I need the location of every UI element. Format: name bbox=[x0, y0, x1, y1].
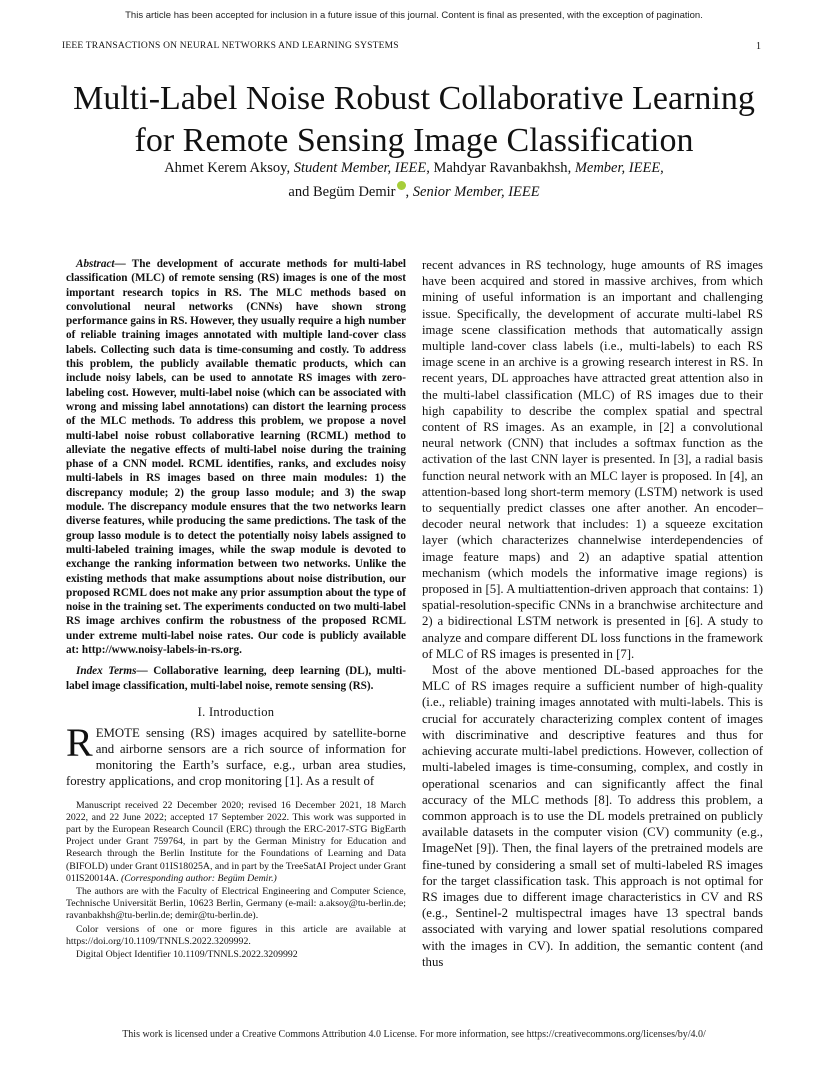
title-line-2: for Remote Sensing Image Classification bbox=[134, 122, 694, 159]
acceptance-notice: This article has been accepted for inclusion in a future issue of this journal. Content is final as presented, with the exception of pagination. bbox=[125, 10, 703, 21]
author-3-name: and Begüm Demir bbox=[288, 184, 396, 200]
footnote-affiliation: The authors are with the Faculty of Electrical Engineering and Computer Science, Technische Universität Berlin, 10623 Berlin, Germany (e-mail: a.aksoy@tu-berlin.de; ravanbakhsh@tu-berlin.de; demir@tu-berlin.de). bbox=[66, 886, 406, 922]
abstract-text: — The development of accurate methods for multi-label classification (MLC) of remote sensing (RS) images is one of the most important research topics in RS. The MLC methods based on convolutional neural networks (CNNs) have shown strong performance gains in RS. However, they usually require a high number of reliable training images annotated with multiple land-cover class labels. Collecting such data is time-consuming and costly. To address this problem, the publicly available thematic products, which can include noisy labels, can be used to annotate RS images with zero-labeling cost. However, multi-label noise (which can be associated with wrong and missing label annotations) can distort the learning process of the MLC methods. To address this problem, we propose a novel multi-label noise robust collaborative learning (RCML) method to alleviate the negative effects of multi-label noise during the training phase of a CNN model. RCML identifies, ranks, and excludes noisy multi-labels in RS images based on three main modules: 1) the discrepancy module; 2) the group lasso module; and 3) the swap module. The discrepancy module ensures that the two networks learn diverse features, while producing the same predictions. The task of the group lasso module is to detect the potentially noisy labels assigned to multi-labeled training images, while the swap module is devoted to exchange the ranking information between two networks. Unlike the existing methods that make assumptions about noise distribution, our proposed RCML does not make any prior assumption about the type of noise in the training set. The experiments conducted on two multi-label RS image archives confirm the robustness of the proposed RCML under extreme multi-label noise rates. Our code is publicly available at: http://www.noisy-labels-in-rs.org. bbox=[66, 258, 406, 657]
author-2-name: Mahdyar Ravanbakhsh bbox=[433, 160, 568, 176]
running-head: IEEE TRANSACTIONS ON NEURAL NETWORKS AND LEARNING SYSTEMS bbox=[62, 41, 399, 51]
drop-cap: R bbox=[66, 719, 93, 765]
intro-paragraph bbox=[66, 719, 406, 790]
right-column bbox=[422, 257, 763, 970]
author-1-name: Ahmet Kerem Aksoy bbox=[164, 160, 287, 176]
page-number: 1 bbox=[756, 41, 761, 52]
index-terms-label: Index Terms bbox=[76, 665, 137, 678]
footnote-color-versions: Color versions of one or more figures in this article are available at https://doi.org/10.1109/TNNLS.2022.3209992. bbox=[66, 923, 406, 947]
index-terms bbox=[66, 664, 406, 693]
intro-text: EMOTE sensing (RS) images acquired by satellite-borne and airborne sensors are a rich source of information for monitoring the Earth’s surface, e.g., urban area studies, forestry applications, and crop monitoring [1]. As a result of bbox=[66, 725, 406, 789]
abstract bbox=[66, 257, 406, 657]
left-column bbox=[66, 257, 406, 962]
author-3-role: Senior Member, IEEE bbox=[412, 184, 540, 200]
abstract-label: Abstract bbox=[76, 258, 115, 270]
title-line-1: Multi-Label Noise Robust Collaborative Learning bbox=[73, 80, 755, 117]
author-2-role: Member, IEEE bbox=[574, 160, 661, 176]
author-1-role: Student Member, IEEE bbox=[293, 160, 427, 176]
author-line-2: and Begüm Demir , Senior Member, IEEE bbox=[0, 180, 828, 204]
body-paragraph-1: recent advances in RS technology, huge amounts of RS images have been acquired and stored in massive archives, from which mining of useful information is an important and challenging issue. Specifically, the development of accurate multi-label RS image scene classification methods that automatically assign multiple land-cover class labels (i.e., multi-labels) to each RS image scene in an archive is a growing research interest in RS. In recent years, DL approaches have attracted great attention also in the multi-label classification (MLC) of RS images due to their high capability to describe the complex spatial and spectral content of RS images. As an example, in [2] a convolutional neural network (CNN) that includes a softmax function as the activation of the last CNN layer is presented. In [3], a radial basis function neural network with an MLC layer is proposed. In [4], an attention-based long short-term memory (LSTM) network is used to sequentially predict classes one after another. An encoder–decoder neural network that includes: 1) a squeeze excitation layer (which characterizes channelwise interdependencies of image feature maps) and 2) an adaptive spatial attention mechanism (which models the informative image regions) is proposed in [5]. A multiattention-driven approach that contains: 1) spatial-resolution-specific CNNs in a branchwise architecture and 2) a bidirectional LSTM network is presented in [6]. A study to analyze and compare different DL loss functions in the framework of MLC of RS images is presented in [7]. bbox=[422, 258, 763, 661]
footnotes bbox=[66, 800, 406, 962]
author-block bbox=[0, 156, 828, 204]
footnote-doi: Digital Object Identifier 10.1109/TNNLS.2022.3209992 bbox=[76, 949, 298, 961]
author-line-1: Ahmet Kerem Aksoy, Student Member, IEEE, Mahdyar Ravanbakhsh, Member, IEEE, bbox=[164, 160, 664, 176]
corresponding-author: (Corresponding author: Begüm Demir.) bbox=[120, 872, 277, 884]
footnote-manuscript: Manuscript received 22 December 2020; revised 16 December 2021, 18 March 2022, and 22 June 2022; accepted 17 September 2022. This work was supported in part by the European Research Council (ERC) through the ERC-2017-STG BigEarth Project under Grant 759764, in part by the German Ministry for Education and Research through the Berlin Institute for the Foundations of Learning and Data (BIFOLD) under Grant 01IS18025A, and in part by the TreeSatAI Project under Grant 01IS20014A. (Corresponding author: Begüm Demir.) bbox=[66, 799, 406, 884]
orcid-icon[interactable] bbox=[397, 181, 406, 190]
section-heading-introduction: I. Introduction bbox=[197, 704, 275, 719]
body-paragraph-2: Most of the above mentioned DL-based approaches for the MLC of RS images require a sufficient number of high-quality (i.e., reliable) training images annotated with multi-labels. This is crucial for accurately characterizing complex content of images with discriminative and descriptive features and thus for achieving accurate multi-label predictions. However, collection of multi-labeled images is time-consuming, complex, and costly in operational scenarios and can significantly affect the final accuracy of the MLC methods [8]. To address this problem, a common approach is to use the DL models pretrained on publicly available datasets in the computer vision (CV) community (e.g., ImageNet [9]). Then, the final layers of the pretrained models are fine-tuned by considering a small set of multi-labeled RS images for the target classification task. This approach is not optimal for RS images due to different image characteristics in CV and RS (e.g., Sentinel-2 multispectral images have 13 spectral bands associated with varying and lower spatial resolutions compared with the images in CV). In addition, the semantic content (and thus bbox=[422, 663, 763, 969]
license-notice: This work is licensed under a Creative Commons Attribution 4.0 License. For more information, see https://creativecommons.org/licenses/by/4.0/ bbox=[122, 1029, 706, 1040]
index-terms-text: — Collaborative learning, deep learning (DL), multi-label image classification, multi-label noise, remote sensing (RS). bbox=[66, 665, 406, 692]
paper-title bbox=[0, 78, 828, 162]
